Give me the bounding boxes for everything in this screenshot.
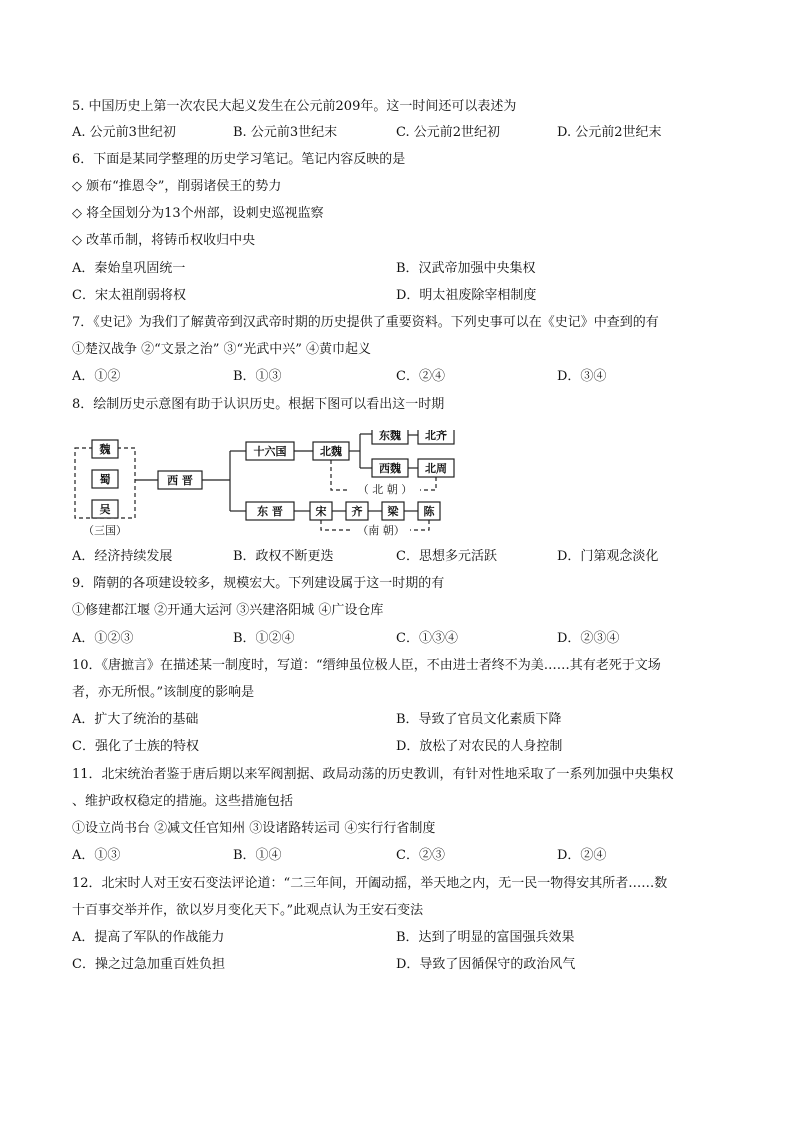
q9-option-d: D．②③④ (557, 631, 620, 646)
q7-option-b: B．①③ (233, 369, 282, 384)
q6-option-c: C．宋太祖削弱将权 (72, 288, 186, 303)
q11-option-d: D．②④ (557, 848, 607, 863)
q7-option-d: D．③④ (557, 369, 607, 384)
q6-note-2: ◇ 将全国划分为13个州部，设刺史巡视监察 (72, 206, 324, 221)
question-11-stem-line1: 11．北宋统治者鉴于唐后期以来军阀割据、政局动荡的历史教训，有针对性地采取了一系列加强中央集权 (72, 767, 674, 782)
q9-option-c: C．①③④ (396, 631, 458, 646)
label-qi: 齐 (351, 505, 363, 518)
label-liang: 梁 (387, 505, 399, 518)
q9-items: ①修建都江堰 ②开通大运河 ③兴建洛阳城 ④广设仓库 (72, 603, 384, 618)
q11-option-a: A．①③ (72, 848, 121, 863)
q8-option-c: C．思想多元活跃 (396, 549, 497, 564)
label-wei: 魏 (99, 443, 111, 456)
question-10-stem-line2: 者，亦无所恨。”该制度的影响是 (72, 685, 255, 700)
q6-note-3: ◇ 改革币制，将铸币权收归中央 (72, 233, 256, 248)
label-west-wei: 西魏 (379, 462, 401, 475)
q5-option-c: C. 公元前2世纪初 (396, 125, 501, 140)
label-east-jin: 东 晋 (257, 505, 283, 518)
question-5-stem: 5. 中国历史上第一次农民大起义发生在公元前209年。这一时间还可以表述为 (72, 99, 517, 114)
q6-option-d: D．明太祖废除宰相制度 (396, 288, 537, 303)
label-sixteen-kingdoms: 十六国 (253, 445, 287, 458)
q8-option-b: B．政权不断更迭 (233, 549, 334, 564)
q12-option-a: A．提高了军队的作战能力 (72, 930, 225, 945)
dynasty-diagram (70, 430, 460, 542)
q8-option-d: D．门第观念淡化 (557, 549, 659, 564)
label-song: 宋 (315, 505, 327, 518)
q10-option-a: A．扩大了统治的基础 (72, 712, 199, 727)
q12-option-c: C．操之过急加重百姓负担 (72, 957, 225, 972)
q11-items: ①设立尚书台 ②减文任官知州 ③设诸路转运司 ④实行行省制度 (72, 821, 436, 836)
q11-option-c: C．②③ (396, 848, 445, 863)
label-north-zhou: 北周 (425, 462, 447, 475)
question-12-stem-line1: 12．北宋时人对王安石变法评论道：“二三年间，开阖动摇，举天地之内，无一民一物得安其所者……数 (72, 876, 668, 891)
label-east-wei: 东魏 (379, 430, 401, 442)
q9-option-a: A．①②③ (72, 631, 134, 646)
question-8-stem: 8．绘制历史示意图有助于认识历史。根据下图可以看出这一时期 (72, 397, 445, 412)
q9-option-b: B．①②④ (233, 631, 295, 646)
label-southern-dynasties: （南 朝） (357, 524, 405, 537)
label-wu: 吴 (99, 503, 111, 516)
q6-note-1: ◇ 颁布“推恩令”，削弱诸侯王的势力 (72, 179, 282, 194)
label-west-jin: 西 晋 (167, 474, 193, 487)
question-11-stem-line2: 、维护政权稳定的措施。这些措施包括 (72, 794, 294, 809)
label-three-kingdoms: （三国） (83, 524, 127, 537)
question-12-stem-line2: 十百事交举并作，欲以岁月变化天下。”此观点认为王安石变法 (72, 903, 424, 918)
q10-option-c: C．强化了士族的特权 (72, 739, 199, 754)
q12-option-b: B．达到了明显的富国强兵效果 (396, 930, 575, 945)
label-chen: 陈 (423, 505, 435, 518)
question-9-stem: 9．隋朝的各项建设较多，规模宏大。下列建设属于这一时期的有 (72, 576, 445, 591)
q5-option-b: B. 公元前3世纪末 (233, 125, 338, 140)
q11-option-b: B．①④ (233, 848, 282, 863)
q5-option-a: A. 公元前3世纪初 (72, 125, 176, 140)
label-north-wei: 北魏 (320, 445, 342, 458)
question-10-stem-line1: 10．《唐摭言》在描述某一制度时，写道：“缙绅虽位极人臣，不由进士者终不为美……其有老死于文场 (72, 658, 661, 673)
q12-option-d: D．导致了因循保守的政治风气 (396, 957, 576, 972)
q6-option-a: A．秦始皇巩固统一 (72, 261, 186, 276)
q7-option-a: A．①② (72, 369, 121, 384)
label-shu: 蜀 (99, 473, 111, 486)
question-6-stem: 6．下面是某同学整理的历史学习笔记。笔记内容反映的是 (72, 152, 406, 167)
q8-option-a: A．经济持续发展 (72, 549, 173, 564)
q5-option-d: D. 公元前2世纪末 (557, 125, 662, 140)
question-7-stem: 7．《史记》为我们了解黄帝到汉武帝时期的历史提供了重要资料。下列史事可以在《史记》中查到的有 (72, 315, 659, 330)
q6-option-b: B．汉武帝加强中央集权 (396, 261, 536, 276)
label-north-qi: 北齐 (425, 430, 447, 442)
q7-items: ①楚汉战争 ②“文景之治” ③“光武中兴” ④黄巾起义 (72, 342, 371, 357)
q10-option-b: B．导致了官员文化素质下降 (396, 712, 562, 727)
label-northern-dynasties: （ 北 朝 ） (357, 483, 413, 496)
q10-option-d: D．放松了对农民的人身控制 (396, 739, 563, 754)
q7-option-c: C．②④ (396, 369, 445, 384)
